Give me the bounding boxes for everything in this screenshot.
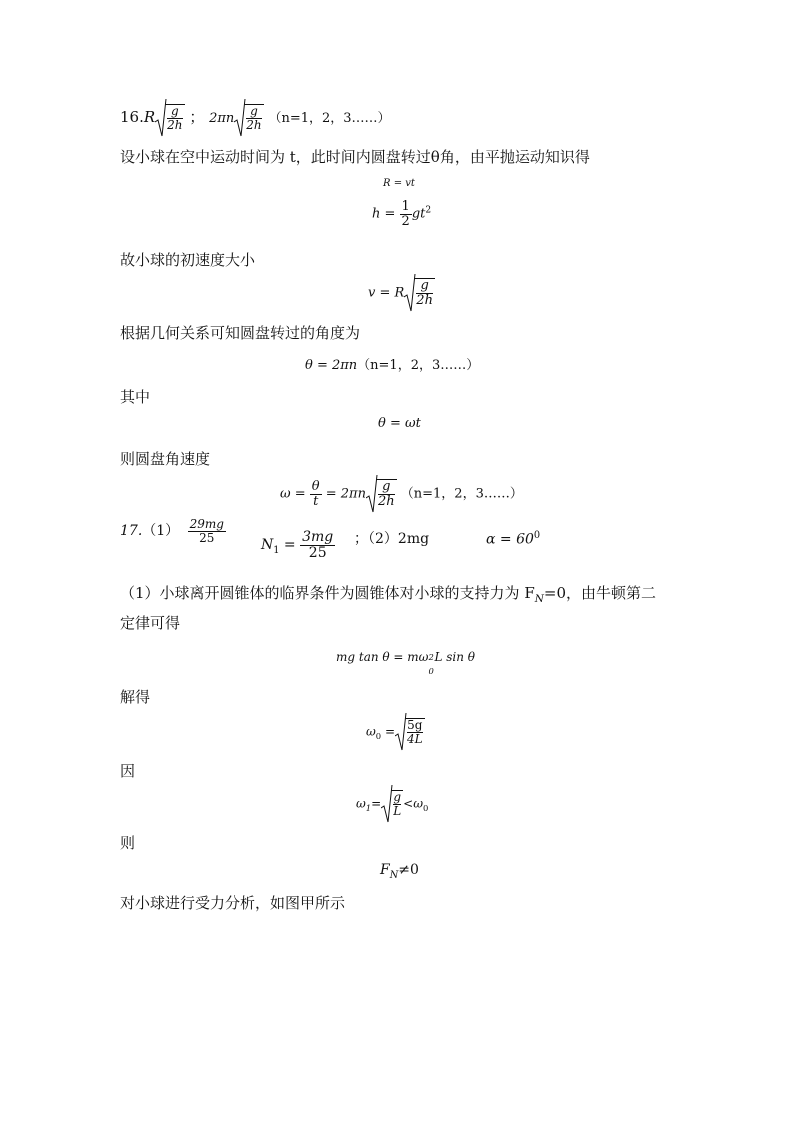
q17-number: 17. <box>120 523 143 540</box>
q17-eq-omega1: $\omega_1=$ $\frac{g}{L}$ $<\omega_0$ <box>356 784 428 824</box>
q17-answer1: $\frac{29mg}{25}$ <box>189 517 224 545</box>
q17-text-2: 定律可得 <box>120 614 181 632</box>
q16-eq-r-vt: R = vt <box>383 178 415 189</box>
q16-answer2-prefix: 2πn <box>209 111 235 126</box>
q16-answer2-sqrt: $\frac{g}{2h}$ <box>246 104 262 132</box>
q16-text-5: 则圆盘角速度 <box>120 450 211 468</box>
q17-text-5: 则 <box>120 834 136 852</box>
q17-answer-line: 17.（1） $\frac{29mg}{25}$ <box>120 517 224 545</box>
q16-eq-v: v = R $\frac{g}{2h}$ <box>368 273 435 313</box>
q17-text-4: 因 <box>120 762 136 780</box>
q17-text-6: 对小球进行受力分析，如图甲所示 <box>120 894 346 912</box>
q16-eq-omega: ω = $\frac{\theta}{t}$ = 2πn $\frac{g}{2h}$ （n=1，2，3……） <box>280 474 523 514</box>
q16-answer1-sqrt: $\frac{g}{2h}$ <box>167 104 183 132</box>
q16-text-4: 其中 <box>120 388 151 406</box>
q16-text-2: 故小球的初速度大小 <box>120 251 256 269</box>
q16-eq-theta-omega: θ = ωt <box>378 416 421 431</box>
q17-answer2: ；（2）2mg <box>354 531 430 547</box>
q17-text-3: 解得 <box>120 688 151 706</box>
q17-answer1b: $N_1$ = $\frac{3mg}{25}$ <box>261 529 334 561</box>
q16-text-3: 根据几何关系可知圆盘转过的角度为 <box>120 324 361 342</box>
q17-answer3: $\alpha = 60^0$ <box>486 530 541 548</box>
q17-eq-omega0: $\omega_0$ = $\frac{5g}{4L}$ <box>366 712 425 752</box>
q17-eq-fn: $F_N\ne 0$ <box>380 862 419 881</box>
q16-answer-prefix: R <box>143 108 156 126</box>
q16-text-1: 设小球在空中运动时间为 t，此时间内圆盘转过θ角，由平抛运动知识得 <box>120 148 590 166</box>
q16-answer-line <box>120 98 391 138</box>
q17-text-1: （1）小球离开圆锥体的临界条件为圆锥体对小球的支持力为 $F_N=0$，由牛顿第二 <box>120 584 657 605</box>
q16-number: 16. <box>120 108 144 126</box>
q16-answer-sep: ； <box>189 108 205 126</box>
q16-eq-h: h = $\frac{1}{2}$ $gt^2$ <box>372 199 432 229</box>
q16-eq-theta: θ = 2πn（n=1，2，3……） <box>305 358 480 373</box>
q17-eq-newton: mg tan θ = mω 2 0 L sin θ <box>336 650 476 676</box>
q16-answer-condition: （n=1，2，3……） <box>268 111 391 126</box>
